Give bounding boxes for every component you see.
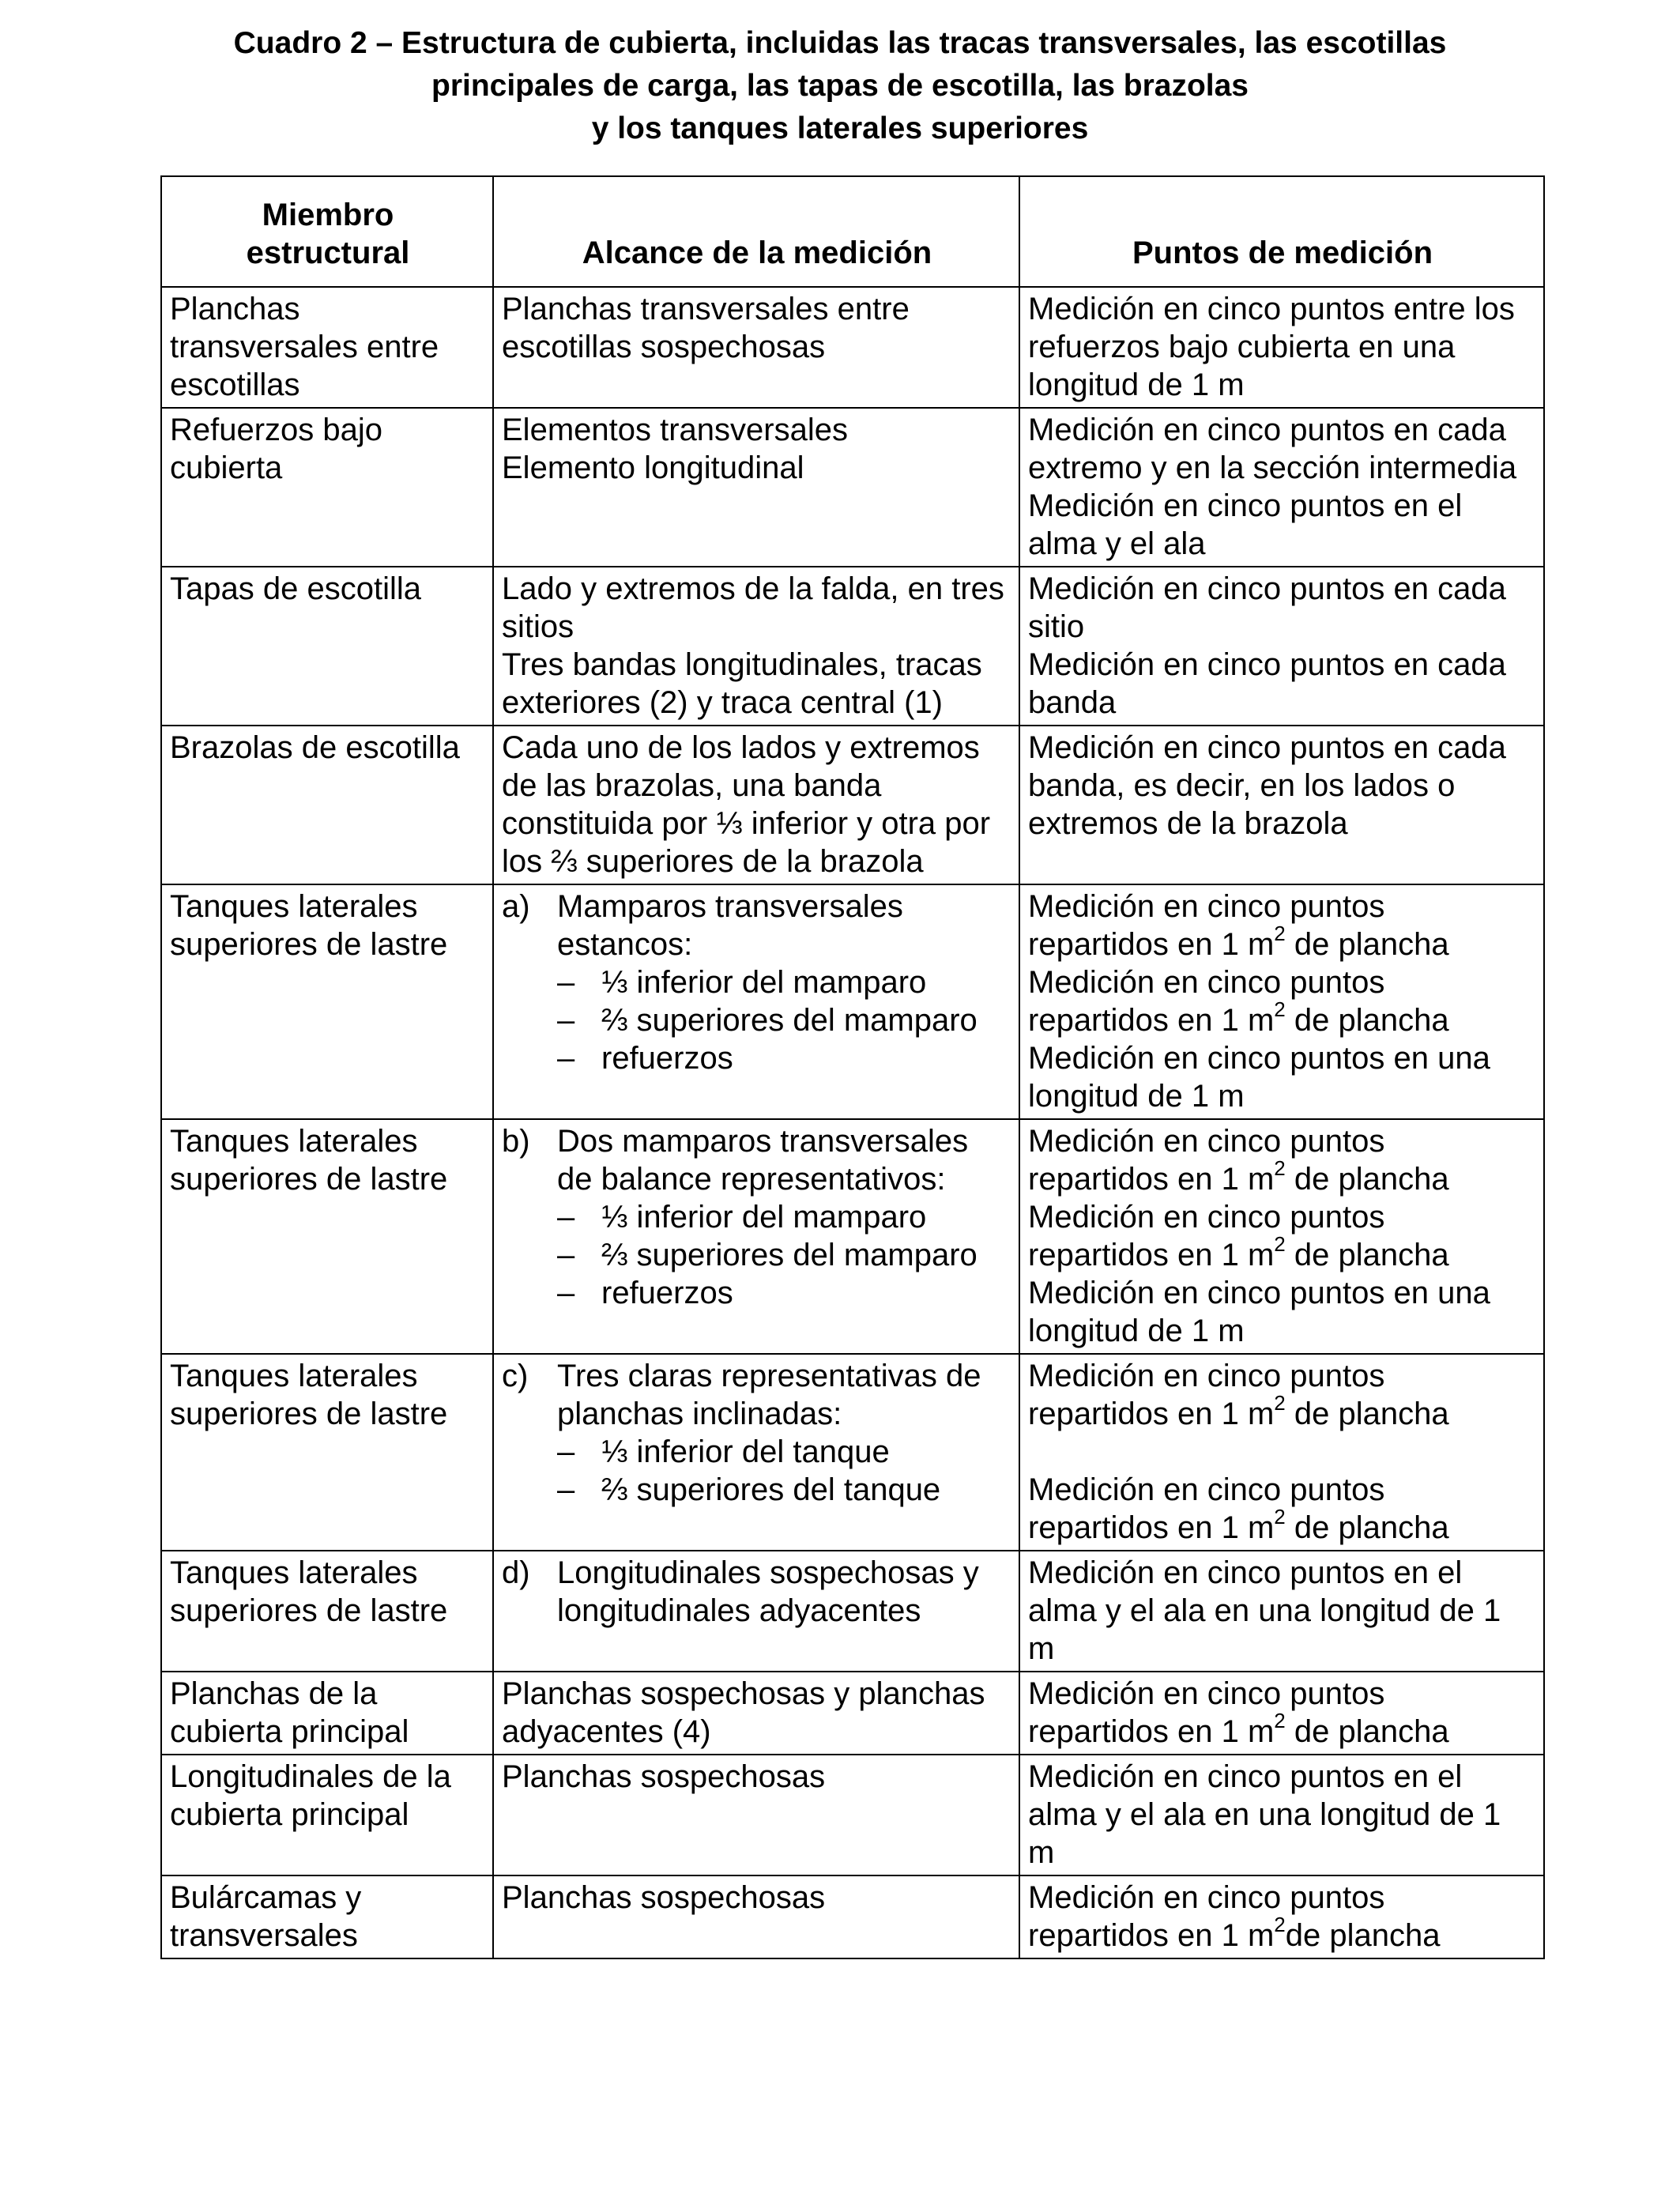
caption-line-1: Cuadro 2 – Estructura de cubierta, incluidas las tracas transversales, las escotillas <box>233 26 1447 60</box>
member-cell: Bulárcamas y transversales <box>161 1875 493 1958</box>
item-label: c) <box>502 1359 529 1393</box>
table-row <box>161 1875 1544 1958</box>
member-cell: Planchas de la cubierta principal <box>161 1672 493 1755</box>
points-cell: Medición en cinco puntos en cada banda, es decir, en los lados o extremos de la brazola <box>1019 726 1544 884</box>
list-item: – ⅓ inferior del mamparo <box>557 1200 927 1235</box>
points-cell: Medición en cinco puntos en el alma y el ala en una longitud de 1 m <box>1019 1755 1544 1875</box>
caption-line-3: y los tanques laterales superiores <box>591 111 1089 145</box>
scope-cell: Planchas sospechosas <box>493 1875 1019 1958</box>
list-item: – ⅓ inferior del mamparo <box>557 965 927 1000</box>
scope-cell: Elementos transversales Elemento longitudinal <box>493 408 1019 567</box>
item-label: d) <box>502 1555 530 1590</box>
table-row <box>161 1551 1544 1672</box>
scope-cell: b) Dos mamparos transversales de balance representativos: – ⅓ inferior del mamparo – ⅔ superiores del mamparo – refuerzos <box>493 1119 1019 1354</box>
member-cell: Tapas de escotilla <box>161 567 493 726</box>
table-row <box>161 1119 1544 1354</box>
scope-cell: c) Tres claras representativas de planchas inclinadas: – ⅓ inferior del tanque – ⅔ superiores del tanque <box>493 1354 1019 1551</box>
member-cell: Tanques laterales superiores de lastre <box>161 1551 493 1672</box>
points-cell: Medición en cinco puntos en cada sitio Medición en cinco puntos en cada banda <box>1019 567 1544 726</box>
table-caption <box>0 22 1680 150</box>
member-cell: Tanques laterales superiores de lastre <box>161 1354 493 1551</box>
header-structural-member: Miembro estructural <box>161 176 493 287</box>
header-measurement-scope: Alcance de la medición <box>493 176 1019 287</box>
table-row <box>161 1354 1544 1551</box>
points-cell: Medición en cinco puntos repartidos en 1 $m^2$ de plancha Medición en cinco puntos repartidos en 1 $m^2$ de plancha <box>1019 1354 1544 1551</box>
header-row <box>161 176 1544 287</box>
table-row <box>161 287 1544 408</box>
header-measurement-points: Puntos de medición <box>1019 176 1544 287</box>
points-cell: Medición en cinco puntos repartidos en 1 $m^2de$ plancha <box>1019 1875 1544 1958</box>
points-cell: Medición en cinco puntos entre los refuerzos bajo cubierta en una longitud de 1 m <box>1019 287 1544 408</box>
table-row <box>161 726 1544 884</box>
scope-cell: Planchas sospechosas y planchas adyacentes (4) <box>493 1672 1019 1755</box>
table-row <box>161 884 1544 1119</box>
scope-cell: Cada uno de los lados y extremos de las brazolas, una banda constituida por ⅓ inferior y otra por los ⅔ superiores de la brazola <box>493 726 1019 884</box>
table-row <box>161 1755 1544 1875</box>
points-cell: Medición en cinco puntos en el alma y el ala en una longitud de 1 m <box>1019 1551 1544 1672</box>
scope-cell: d) Longitudinales sospechosas y longitudinales adyacentes <box>493 1551 1019 1672</box>
table-row <box>161 408 1544 567</box>
list-item: – ⅔ superiores del tanque <box>557 1472 941 1507</box>
member-cell: Tanques laterales superiores de lastre <box>161 884 493 1119</box>
member-cell: Tanques laterales superiores de lastre <box>161 1119 493 1354</box>
scope-cell: a) Mamparos transversales estancos: – ⅓ inferior del mamparo – ⅔ superiores del mamparo – refuerzos <box>493 884 1019 1119</box>
table-row <box>161 1672 1544 1755</box>
points-cell: Medición en cinco puntos repartidos en 1 $m^2$ de plancha Medición en cinco puntos repartidos en 1 $m^2$ de plancha Medición en cinco puntos en una longitud de 1 m <box>1019 1119 1544 1354</box>
member-cell: Refuerzos bajo cubierta <box>161 408 493 567</box>
table-row <box>161 567 1544 726</box>
scope-cell: Planchas sospechosas <box>493 1755 1019 1875</box>
list-item: – refuerzos <box>557 1276 733 1310</box>
points-cell: Medición en cinco puntos repartidos en 1 $m^2$ de plancha <box>1019 1672 1544 1755</box>
list-item: – ⅓ inferior del tanque <box>557 1434 890 1469</box>
scope-cell: Planchas transversales entre escotillas sospechosas <box>493 287 1019 408</box>
member-cell: Brazolas de escotilla <box>161 726 493 884</box>
member-cell: Planchas transversales entre escotillas <box>161 287 493 408</box>
caption-line-2: principales de carga, las tapas de escotilla, las brazolas <box>431 69 1249 103</box>
list-item: – ⅔ superiores del mamparo <box>557 1003 977 1038</box>
points-cell: Medición en cinco puntos en cada extremo y en la sección intermedia Medición en cinco puntos en el alma y el ala <box>1019 408 1544 567</box>
item-label: b) <box>502 1124 530 1159</box>
item-label: a) <box>502 889 530 924</box>
scope-cell: Lado y extremos de la falda, en tres sitios Tres bandas longitudinales, tracas exteriores (2) y traca central (1) <box>493 567 1019 726</box>
list-item: – ⅔ superiores del mamparo <box>557 1238 977 1272</box>
list-item: – refuerzos <box>557 1041 733 1076</box>
member-cell: Longitudinales de la cubierta principal <box>161 1755 493 1875</box>
measurement-table <box>160 175 1545 1959</box>
points-cell: Medición en cinco puntos repartidos en 1 $m^2$ de plancha Medición en cinco puntos repartidos en 1 $m^2$ de plancha Medición en cinco puntos en una longitud de 1 m <box>1019 884 1544 1119</box>
